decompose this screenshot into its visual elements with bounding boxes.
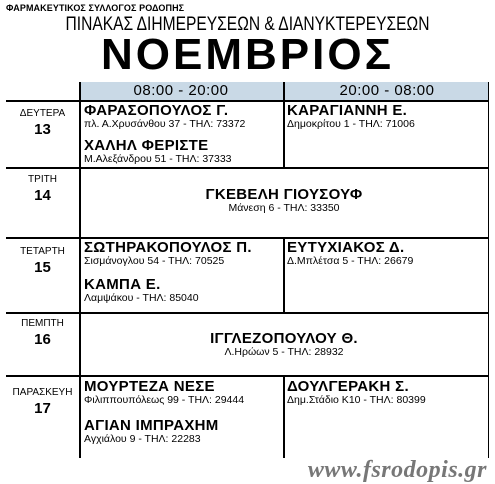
day-number: 13 — [34, 121, 51, 138]
day-cell-thursday — [6, 318, 79, 348]
pharmacy-address: Μάνεση 6 - ΤΗΛ: 33350 — [228, 202, 340, 214]
day-name: ΠΑΡΑΣΚΕΥΗ — [12, 387, 73, 398]
pharmacy-entry — [84, 137, 232, 165]
website-link[interactable]: www.fsrodopis.gr — [307, 457, 487, 483]
day-name: ΠΕΜΠΤΗ — [21, 318, 64, 329]
day-shift-header: 08:00 - 20:00 — [79, 82, 283, 100]
day-name: ΤΕΤΑΡΤΗ — [20, 246, 65, 257]
shift-divider — [283, 375, 285, 458]
row-divider — [6, 312, 489, 314]
pharmacy-entry — [287, 378, 426, 406]
table-border — [488, 82, 490, 458]
day-cell-tuesday — [6, 174, 79, 204]
pharmacy-address: Δημοκρίτου 1 - ΤΗΛ: 71006 — [287, 118, 415, 130]
schedule-table — [6, 82, 489, 458]
association-name: ΦΑΡΜΑΚΕΥΤΙΚΟΣ ΣΥΛΛΟΓΟΣ ΡΟΔΟΠΗΣ — [6, 3, 185, 13]
column-divider — [79, 82, 81, 458]
day-number: 14 — [34, 187, 51, 204]
day-number: 17 — [34, 400, 51, 417]
row-divider — [6, 100, 489, 102]
pharmacy-address: Φιλιππουπόλεως 99 - ΤΗΛ: 29444 — [84, 394, 245, 406]
pharmacy-address: Δημ.Στάδιο Κ10 - ΤΗΛ: 80399 — [287, 394, 426, 406]
row-divider — [6, 167, 489, 169]
shift-divider — [283, 237, 285, 312]
row-divider — [6, 375, 489, 377]
shift-divider — [283, 82, 285, 167]
pharmacy-address: πλ. Α.Χρυσάνθου 37 - ΤΗΛ: 73372 — [84, 118, 246, 130]
pharmacy-name: ΔΟΥΛΓΕΡΑΚΗ Σ. — [287, 378, 409, 395]
pharmacy-entry — [84, 239, 252, 267]
day-number: 15 — [34, 259, 51, 276]
pharmacy-address: Σισμάνογλου 54 - ΤΗΛ: 70525 — [84, 255, 225, 267]
pharmacy-address: Δ.Μπλέτσα 5 - ΤΗΛ: 26679 — [287, 255, 414, 267]
day-cell-wednesday — [6, 246, 79, 276]
pharmacy-entry — [84, 378, 244, 406]
pharmacy-address: Αγχιάλου 9 - ΤΗΛ: 22283 — [84, 433, 201, 445]
pharmacy-name: ΓΚΕΒΕΛΗ ΓΙΟΥΣΟΥΦ — [205, 186, 363, 203]
night-shift-header: 20:00 - 08:00 — [285, 82, 489, 100]
pharmacy-name: ΦΑΡΑΣΟΠΟΥΛΟΣ Γ. — [84, 102, 229, 119]
pharmacy-entry — [287, 239, 413, 267]
pharmacy-name: ΧΑΛΗΛ ΦΕΡΙΣΤΕ — [84, 137, 209, 154]
day-name: ΔΕΥΤΕΡΑ — [19, 108, 66, 119]
pharmacy-entry — [79, 330, 489, 358]
pharmacy-name: ΣΩΤΗΡΑΚΟΠΟΥΛΟΣ Π. — [84, 239, 252, 256]
pharmacy-address: Λ.Ηρώων 5 - ΤΗΛ: 28932 — [224, 346, 344, 358]
pharmacy-entry — [84, 102, 245, 130]
pharmacy-entry — [79, 186, 489, 214]
pharmacy-name: ΚΑΡΑΓΙΑΝΝΗ Ε. — [287, 102, 408, 119]
pharmacy-name: ΕΥΤΥΧΙΑΚΟΣ Δ. — [287, 239, 405, 256]
day-cell-monday — [6, 108, 79, 138]
pharmacy-name: ΙΓΓΛΕΖΟΠΟΥΛΟΥ Θ. — [210, 330, 358, 347]
pharmacy-name: ΑΓΙΑΝ ΙΜΠΡΑΧΗΜ — [84, 417, 219, 434]
pharmacy-entry — [84, 417, 219, 445]
pharmacy-entry — [84, 276, 199, 304]
pharmacy-entry — [287, 102, 415, 130]
pharmacy-name: ΚΑΜΠΑ Ε. — [84, 276, 161, 293]
day-number: 16 — [34, 331, 51, 348]
schedule-subtitle: ΠΙΝΑΚΑΣ ΔΙΗΜΕΡΕΥΣΕΩΝ & ΔΙΑΝΥΚΤΕΡΕΥΣΕΩΝ — [65, 14, 430, 35]
pharmacy-name: ΜΟΥΡΤΕΖΑ ΝΕΣΕ — [84, 378, 215, 395]
pharmacy-address: Μ.Αλεξάνδρου 51 - ΤΗΛ: 37333 — [84, 153, 232, 165]
day-name: ΤΡΙΤΗ — [28, 174, 57, 185]
month-title: ΝΟΕΜΒΡΙΟΣ — [101, 30, 394, 79]
pharmacy-address: Λαμψάκου - ΤΗΛ: 85040 — [84, 292, 199, 304]
day-cell-friday — [6, 387, 79, 417]
